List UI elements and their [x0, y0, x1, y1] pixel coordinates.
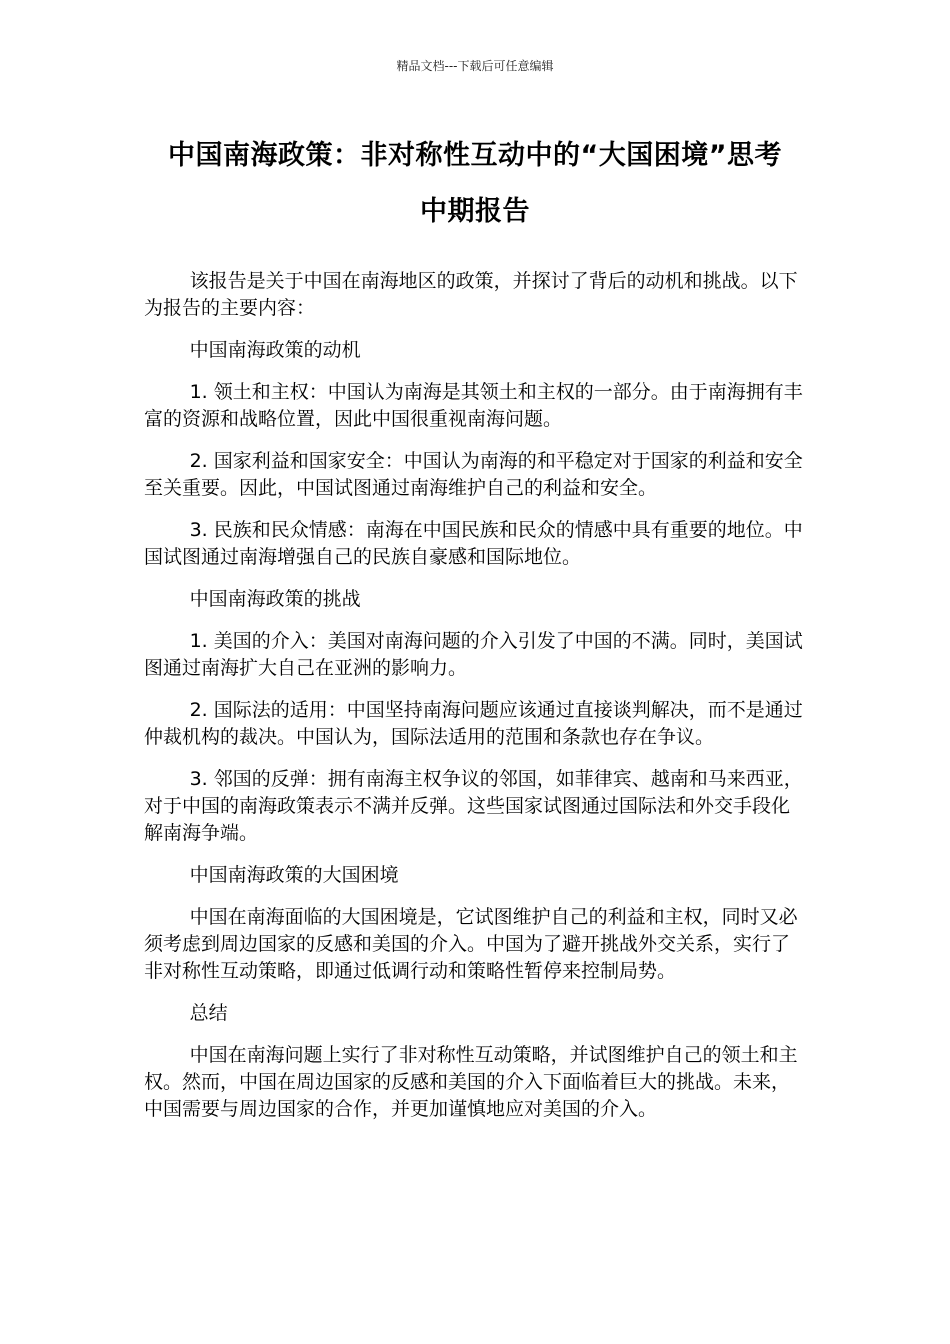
summary-paragraph: 中国在南海问题上实行了非对称性互动策略，并试图维护自己的领土和主权。然而，中国在周边国家的反感和美国的介入下面临着巨大的挑战。未来，中国需要与周边国家的合作，并更加谨慎地应对美国的介入。	[144, 1044, 798, 1120]
list-item: 2. 国家利益和国家安全：中国认为南海的和平稳定对于国家的利益和安全至关重要。因此，中国试图通过南海维护自己的利益和安全。	[144, 450, 803, 499]
section-heading-motivation: 中国南海政策的动机	[189, 339, 361, 361]
dilemma-paragraph: 中国在南海面临的大国困境是，它试图维护自己的利益和主权，同时又必须考虑到周边国家的反感和美国的介入。中国为了避开挑战外交关系，实行了非对称性互动策略，即通过低调行动和策略性暂停来控制局势。	[144, 906, 798, 982]
list-item: 2. 国际法的适用：中国坚持南海问题应该通过直接谈判解决，而不是通过仲裁机构的裁决。中国认为，国际法适用的范围和条款也存在争议。	[144, 699, 803, 748]
header-note: 精品文档---下载后可任意编辑	[396, 59, 554, 73]
document-body	[144, 268, 804, 1138]
section-heading-summary: 总结	[189, 1002, 228, 1024]
intro-paragraph: 该报告是关于中国在南海地区的政策，并探讨了背后的动机和挑战。以下为报告的主要内容：	[144, 270, 798, 319]
title-line-2: 中期报告	[420, 196, 530, 227]
document-title	[120, 128, 830, 240]
list-item: 1. 领土和主权：中国认为南海是其领土和主权的一部分。由于南海拥有丰富的资源和战略位置，因此中国很重视南海问题。	[144, 381, 803, 430]
list-item: 1. 美国的介入：美国对南海问题的介入引发了中国的不满。同时，美国试图通过南海扩大自己在亚洲的影响力。	[144, 630, 803, 679]
title-line-1: 中国南海政策：非对称性互动中的“大国困境”思考	[168, 140, 782, 171]
list-item: 3. 民族和民众情感：南海在中国民族和民众的情感中具有重要的地位。中国试图通过南海增强自己的民族自豪感和国际地位。	[144, 519, 803, 568]
list-item: 3. 邻国的反弹：拥有南海主权争议的邻国，如菲律宾、越南和马来西亚，对于中国的南海政策表示不满并反弹。这些国家试图通过国际法和外交手段化解南海争端。	[144, 768, 803, 844]
section-heading-challenges: 中国南海政策的挑战	[189, 588, 361, 610]
section-heading-dilemma: 中国南海政策的大国困境	[189, 864, 399, 886]
